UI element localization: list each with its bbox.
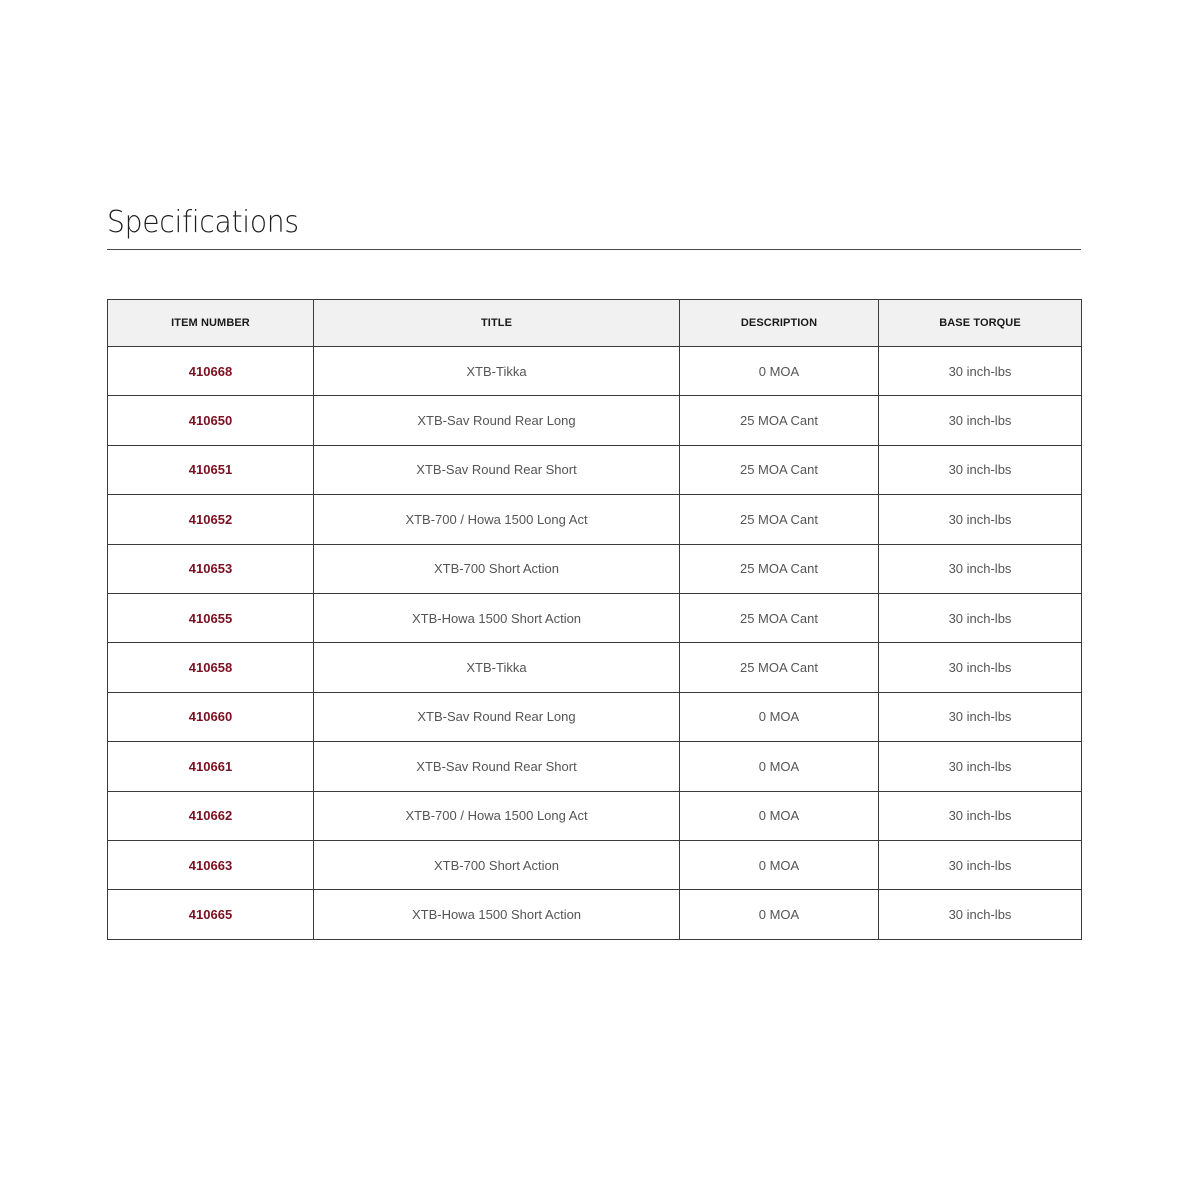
column-header-base-torque: BASE TORQUE — [879, 300, 1082, 347]
description-cell: 0 MOA — [680, 791, 879, 840]
column-header-description: DESCRIPTION — [680, 300, 879, 347]
item-number-cell: 410661 — [108, 742, 314, 791]
base-torque-cell: 30 inch-lbs — [879, 396, 1082, 445]
title-cell: XTB-700 / Howa 1500 Long Act — [314, 791, 680, 840]
title-cell: XTB-Howa 1500 Short Action — [314, 890, 680, 939]
base-torque-cell: 30 inch-lbs — [879, 643, 1082, 692]
title-cell: XTB-Howa 1500 Short Action — [314, 593, 680, 642]
item-number-cell: 410652 — [108, 495, 314, 544]
title-cell: XTB-Tikka — [314, 643, 680, 692]
item-number-cell: 410653 — [108, 544, 314, 593]
title-cell: XTB-Sav Round Rear Long — [314, 396, 680, 445]
item-number-cell: 410651 — [108, 445, 314, 494]
item-number-cell: 410660 — [108, 692, 314, 741]
specifications-table — [107, 299, 1082, 940]
base-torque-cell: 30 inch-lbs — [879, 495, 1082, 544]
table-row — [108, 544, 1082, 593]
title-cell: XTB-Sav Round Rear Long — [314, 692, 680, 741]
description-cell: 25 MOA Cant — [680, 544, 879, 593]
base-torque-cell: 30 inch-lbs — [879, 544, 1082, 593]
item-number-cell: 410650 — [108, 396, 314, 445]
heading-divider — [107, 249, 1081, 250]
description-cell: 0 MOA — [680, 742, 879, 791]
column-header-title: TITLE — [314, 300, 680, 347]
item-number-cell: 410668 — [108, 347, 314, 396]
description-cell: 25 MOA Cant — [680, 643, 879, 692]
table-row — [108, 495, 1082, 544]
title-cell: XTB-700 Short Action — [314, 840, 680, 889]
table-row — [108, 890, 1082, 939]
table-row — [108, 445, 1082, 494]
description-cell: 0 MOA — [680, 347, 879, 396]
description-cell: 25 MOA Cant — [680, 445, 879, 494]
base-torque-cell: 30 inch-lbs — [879, 791, 1082, 840]
base-torque-cell: 30 inch-lbs — [879, 890, 1082, 939]
item-number-cell: 410655 — [108, 593, 314, 642]
description-cell: 25 MOA Cant — [680, 593, 879, 642]
title-cell: XTB-Sav Round Rear Short — [314, 742, 680, 791]
table-row — [108, 347, 1082, 396]
item-number-cell: 410658 — [108, 643, 314, 692]
description-cell: 0 MOA — [680, 840, 879, 889]
column-header-item-number: ITEM NUMBER — [108, 300, 314, 347]
table-row — [108, 840, 1082, 889]
base-torque-cell: 30 inch-lbs — [879, 347, 1082, 396]
base-torque-cell: 30 inch-lbs — [879, 445, 1082, 494]
item-number-cell: 410662 — [108, 791, 314, 840]
title-cell: XTB-Sav Round Rear Short — [314, 445, 680, 494]
table-row — [108, 643, 1082, 692]
table-row — [108, 593, 1082, 642]
item-number-cell: 410665 — [108, 890, 314, 939]
description-cell: 25 MOA Cant — [680, 495, 879, 544]
description-cell: 0 MOA — [680, 890, 879, 939]
base-torque-cell: 30 inch-lbs — [879, 593, 1082, 642]
base-torque-cell: 30 inch-lbs — [879, 840, 1082, 889]
title-cell: XTB-700 / Howa 1500 Long Act — [314, 495, 680, 544]
description-cell: 25 MOA Cant — [680, 396, 879, 445]
section-heading: Specifications — [107, 205, 299, 240]
table-row — [108, 692, 1082, 741]
table-header-row — [108, 300, 1082, 347]
description-cell: 0 MOA — [680, 692, 879, 741]
title-cell: XTB-Tikka — [314, 347, 680, 396]
table-row — [108, 396, 1082, 445]
table-row — [108, 742, 1082, 791]
item-number-cell: 410663 — [108, 840, 314, 889]
base-torque-cell: 30 inch-lbs — [879, 742, 1082, 791]
title-cell: XTB-700 Short Action — [314, 544, 680, 593]
base-torque-cell: 30 inch-lbs — [879, 692, 1082, 741]
table-row — [108, 791, 1082, 840]
